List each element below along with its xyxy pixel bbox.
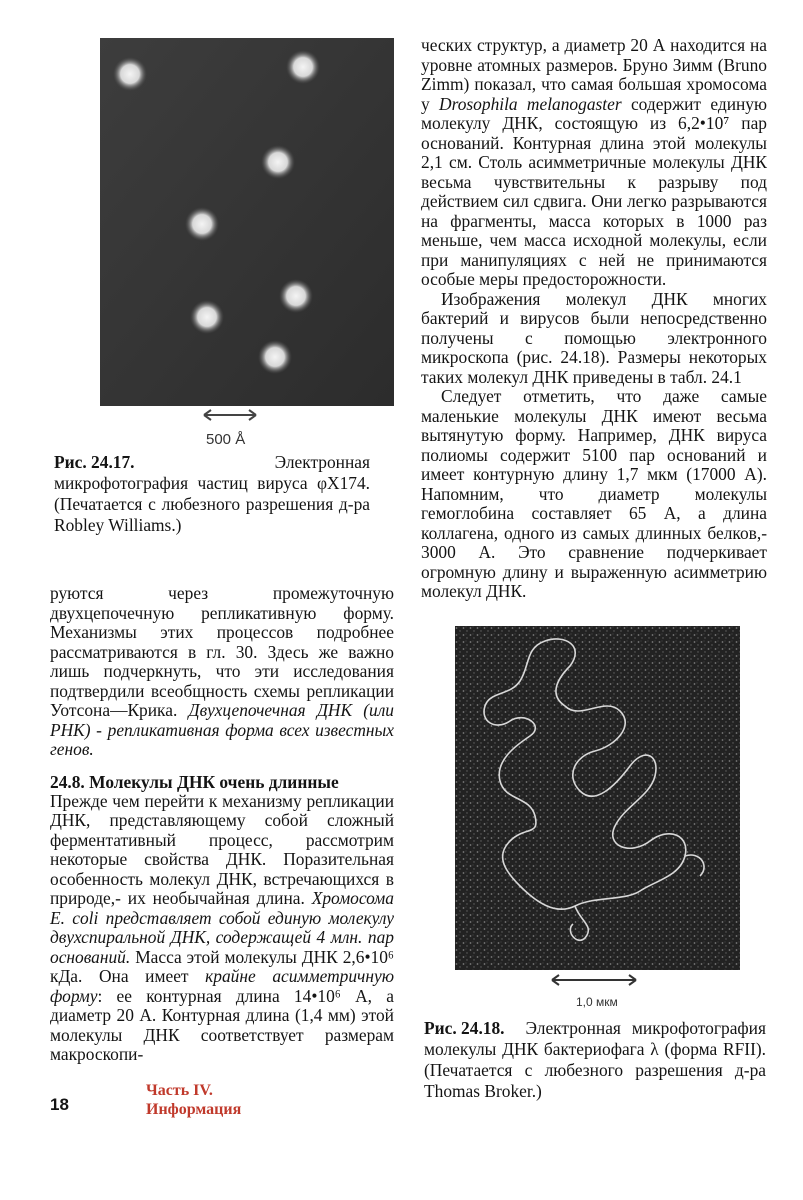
figure-24-17-scale-label: 500 Å (206, 431, 246, 448)
left-column (50, 584, 394, 1065)
right-paragraph-3: Следует отметить, что даже самые маленькие молекулы ДНК имеют весьма вытянутую форму. Например, ДНК вируса полиомы содержит 5100 пар оснований и имеет контурную длину 1,7 мкм (17000 А). Напомним, что диаметр молекулы гемоглобина составляет 65 А, а длина коллагена, одного из самых длинных белков,- 3000 А. Это сравнение подчеркивает огромную длину и выраженную асимметрию молекул ДНК. (421, 386, 767, 601)
figure-24-18-caption (424, 1018, 766, 1102)
left-paragraph-1-emphasis: Двухцепочечная ДНК (или РНК) - репликативная форма всех известных генов. (50, 700, 394, 759)
figure-24-17-scale (200, 406, 260, 448)
scale-arrow-icon (548, 972, 640, 988)
right-column (421, 36, 767, 602)
scale-arrow-icon (200, 406, 260, 424)
figure-24-18-label: Рис. 24.18. (424, 1018, 505, 1038)
figure-24-17-label: Рис. 24.17. (54, 452, 135, 472)
left-paragraph-2a: Прежде чем перейти к механизму репликации ДНК, представляющему собой сложный ферментативный процесс, рассмотрим некоторые свойства ДНК. Поразительная особенность молекул ДНК, встречающихся в природе,- их необычайная длина. (50, 790, 394, 908)
figure-24-18-text: Электронная микрофотография молекулы ДНК бактериофага λ (форма RFII). (Печатается с любезного разрешения д-ра Thomas Broker.) (424, 1018, 766, 1101)
right-paragraph-1b: содержит единую молекулу ДНК, состоящую из 6,2•10⁷ пар оснований. Контурная длина этой молекулы 2,1 см. Столь асимметричные молекулы ДНК весьма чувствительны к разрыву под действием сил сдвига. Они легко разрываются на фрагменты, масса которых в 1000 раз меньше, чем масса исходной молекулы, если при манипуляциях с ней не принимаются особые меры предосторожности. (421, 93, 767, 289)
figure-24-18-photo (455, 626, 740, 970)
section-heading: 24.8. Молекулы ДНК очень длинные (50, 771, 339, 792)
figure-24-17-caption (54, 452, 370, 536)
figure-24-17-photo (100, 38, 394, 406)
left-paragraph-2b: Масса этой молекулы ДНК 2,6•10⁶ кДа. Она имеет (50, 946, 394, 986)
part-name: Информация (146, 1101, 242, 1118)
left-paragraph-2c: : ее контурная длина 14•10⁶ А, а диаметр 20 А. Контурная длина (1,4 мм) этой молекулы ДНК соответствует размерам макроскопи- (50, 985, 394, 1064)
figure-24-18-scale (548, 972, 640, 1009)
species-name: Drosophila melanogaster (439, 93, 622, 114)
figure-24-18-scale-label: 1,0 мкм (576, 995, 618, 1009)
right-paragraph-2: Изображения молекул ДНК многих бактерий и вирусов были непосредственно получены с помощью электронного микроскопа (рис. 24.18). Размеры некоторых таких молекул ДНК приведены в табл. 24.1 (421, 288, 767, 387)
left-paragraph-2-emphasis-2: крайне асимметричную форму (50, 966, 394, 1006)
left-paragraph-1: руются через промежуточную двухцепочечную репликативную форму. Механизмы этих процессов подробнее рассматриваются в гл. 30. Здесь же важно лишь подчеркнуть, что эти исследования подтвердили всеобщность схемы репликации Уотсона—Крика. (50, 583, 394, 720)
part-number: Часть IV. (146, 1082, 213, 1099)
left-paragraph-2-emphasis: Хромосома E. coli представляет собой единую молекулу двухспиральной ДНК, содержащей 4 млн. пар оснований. (50, 888, 394, 967)
right-paragraph-1: ческих структур, а диаметр 20 А находится на уровне атомных размеров. Бруно Зимм (Bruno Zimm) показал, что самая большая хромосома у (421, 35, 767, 114)
figure-24-17-text: Электронная микрофотография частиц вируса φX174. (Печатается с любезного разрешения д-ра Robley Williams.) (54, 452, 370, 535)
part-title (146, 1081, 241, 1119)
page-number: 18 (50, 1095, 69, 1114)
